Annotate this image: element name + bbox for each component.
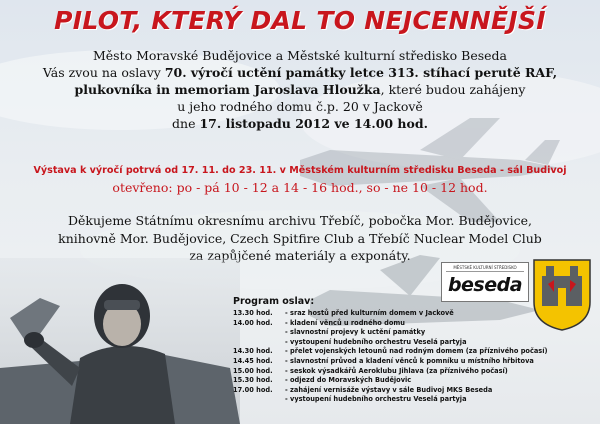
program-item: - zahájení vernisáže výstavy v sále Budivoj MKS Beseda (285, 385, 493, 394)
intro-line-2a: Vás zvou na oslavy (42, 65, 165, 80)
intro-line-3 (0, 81, 600, 98)
beseda-logo-subtitle: MĚSTSKÉ KULTURNÍ STŘEDISKO (446, 265, 524, 272)
poster-title: PILOT, KTERÝ DAL TO NEJCENNĚJŠÍ (54, 6, 546, 35)
program-row (233, 395, 563, 405)
intro-line-5 (0, 115, 600, 132)
program-row (233, 357, 563, 367)
program-row (233, 309, 563, 319)
intro-line-5a: dne (172, 116, 200, 131)
program-time: 14.00 hod. (233, 318, 273, 327)
program-item: - slavnostní projevy k uctění památky (285, 328, 426, 337)
program-section (233, 296, 563, 405)
intro-line-1: Město Moravské Budějovice a Městské kulturní středisko Beseda (92, 48, 508, 63)
program-item: - vystoupení hudebního orchestru Veselá partyja (285, 395, 467, 404)
program-time: 15.30 hod. (233, 376, 273, 385)
program-time: 14.45 hod. (233, 356, 273, 365)
acknowledgements (0, 212, 600, 265)
program-time (233, 338, 285, 348)
intro-line-2 (0, 64, 600, 81)
program-row (233, 386, 563, 396)
program-time: 13.30 hod. (233, 309, 273, 317)
thanks-line-2: knihovně Mor. Budějovice, Czech Spitfire Club a Třebíč Nuclear Model Club (58, 230, 542, 246)
program-item: - sraz hostů před kulturním domem v Jackově (285, 309, 454, 317)
exhibition-notice: Výstava k výročí potrvá od 17. 11. do 23. 11. v Městském kulturním středisku Beseda - sál Budivoj (33, 165, 567, 176)
intro-text (0, 47, 600, 132)
program-row (233, 367, 563, 377)
program-time: 15.00 hod. (233, 366, 273, 375)
intro-line-3c: , které budou zahájeny (380, 82, 526, 97)
program-item: - seskok výsadkářů Aeroklubu Jihlava (za příznivého počasí) (285, 366, 508, 375)
intro-line-2b: 70. výročí uctění památky letce 313. stíhací perutě RAF, (164, 65, 558, 80)
thanks-line-1: Děkujeme Státnímu okresnímu archivu Třebíč, pobočka Mor. Budějovice, (68, 213, 532, 228)
program-row (233, 338, 563, 348)
program-row (233, 347, 563, 357)
program-time: 17.00 hod. (233, 385, 273, 394)
program-row (233, 376, 563, 386)
intro-line-5b: 17. listopadu 2012 ve 14.00 hod. (199, 116, 428, 131)
program-item: - vystoupení hudebního orchestru Veselá partyja (285, 337, 467, 346)
program-list (233, 309, 563, 405)
pilot-photo (0, 258, 240, 424)
program-row (233, 319, 563, 329)
program-time (233, 328, 285, 338)
program-time (233, 395, 285, 405)
program-item: - přelet vojenských letounů nad rodným domem (za příznivého počasí) (285, 347, 548, 356)
program-title: Program oslav: (233, 296, 315, 307)
program-item: - odjezd do Moravských Budějovic (285, 376, 412, 385)
program-row (233, 328, 563, 338)
program-time: 14.30 hod. (233, 347, 273, 356)
opening-hours: otevřeno: po - pá 10 - 12 a 14 - 16 hod., so - ne 10 - 12 hod. (112, 180, 488, 195)
thanks-line-3: za zapůjčené materiály a exponáty. (189, 248, 411, 263)
intro-line-3b: plukovníka in memoriam Jaroslava Hloužka (74, 82, 381, 97)
program-item: - kladení věnců u rodného domu (285, 318, 405, 327)
intro-line-4: u jeho rodného domu č.p. 20 v Jackově (177, 99, 423, 114)
beseda-logo-word: beseda (447, 274, 523, 296)
program-item: - slavnostní průvod a kladení věnců k pomníku u místního hřbitova (285, 356, 534, 365)
